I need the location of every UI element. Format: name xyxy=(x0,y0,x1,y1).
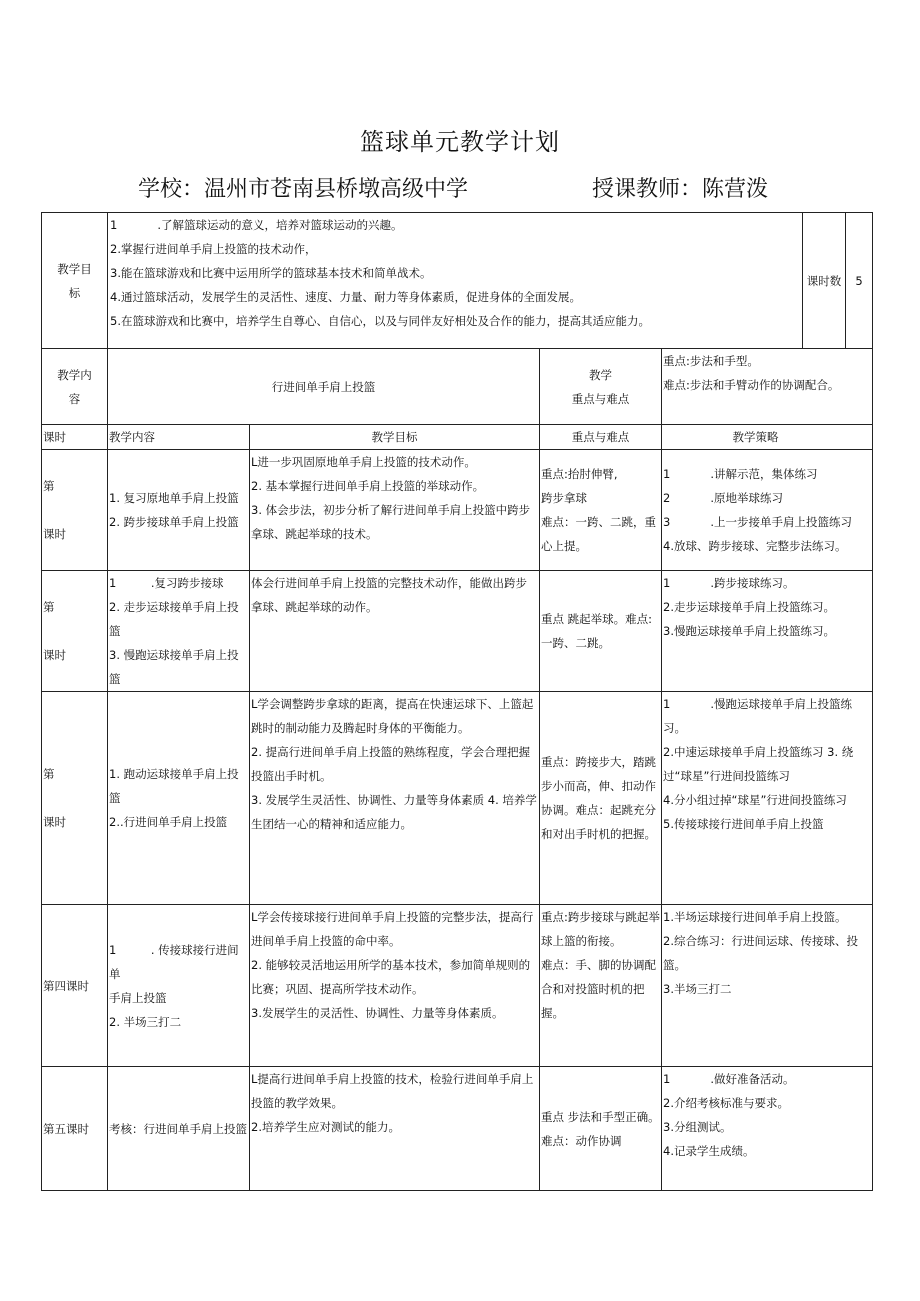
lesson-goals: L学会调整跨步拿球的距离，提高在快速运球下、上篮起跳时的制动能力及腾起时身体的平衡能力。 2. 提高行进间单手肩上投篮的熟练程度，学会合理把握投篮出手时机。 3. 发展学生灵活性、协调性、力量等身体素质 4. 培养学生团结一心的精神和适应能力。 xyxy=(250,692,540,905)
key-difficulty-label: 教学 重点与难点 xyxy=(540,349,662,425)
lesson-strategy: 1 .跨步接球练习。 2.走步运球接单手肩上投篮练习。 3.慢跑运球接单手肩上投篮练习。 xyxy=(662,571,873,692)
lesson-label: 第 课时 xyxy=(42,571,108,692)
lesson-strategy: 1 .做好准备活动。 2.介绍考核标准与要求。 3.分组测试。 4.记录学生成绩。 xyxy=(662,1067,873,1191)
lesson-row xyxy=(42,571,873,692)
header-goals: 教学目标 xyxy=(250,425,540,450)
unit-plan-table xyxy=(41,212,873,1191)
lesson-label: 第 课时 xyxy=(42,692,108,905)
content-label: 教学内 容 xyxy=(42,349,108,425)
header-lesson: 课时 xyxy=(42,425,108,450)
hours-value: 5 xyxy=(846,213,873,349)
header-content: 教学内容 xyxy=(108,425,250,450)
lesson-keypoints: 重点:抬肘伸臂, 跨步拿球 难点：一跨、二跳，重心上提。 xyxy=(540,450,662,571)
lesson-label: 第四课时 xyxy=(42,905,108,1067)
lesson-header-row xyxy=(42,425,873,450)
content-value: 行进间单手肩上投篮 xyxy=(108,349,540,425)
lesson-keypoints: 重点:跨步接球与跳起举球上篮的衔接。 难点：手、脚的协调配合和对投篮时机的把握。 xyxy=(540,905,662,1067)
lesson-row xyxy=(42,1067,873,1191)
lesson-content: 1. 复习原地单手肩上投篮 2. 跨步接球单手肩上投篮 xyxy=(108,450,250,571)
content-row xyxy=(42,349,873,425)
objective-item: 1 .了解篮球运动的意义，培养对篮球运动的兴趣。 xyxy=(110,218,403,232)
lesson-keypoints: 重点 跳起举球。难点:一跨、二跳。 xyxy=(540,571,662,692)
lesson-goals: L进一步巩固原地单手肩上投篮的技术动作。 2. 基本掌握行进间单手肩上投篮的举球动作。 3. 体会步法，初步分析了解行进间单手肩上投篮中跨步拿球、跳起举球的技术。 xyxy=(250,450,540,571)
lesson-keypoints: 重点：跨接步大，踏跳步小而高，伸、扣动作协调。难点：起跳充分和对出手时机的把握。 xyxy=(540,692,662,905)
lesson-strategy: 1 .讲解示范，集体练习 2 .原地举球练习 3 .上一步接单手肩上投篮练习 4.放球、跨步接球、完整步法练习。 xyxy=(662,450,873,571)
objective-item: 2.掌握行进间单手肩上投篮的技术动作， xyxy=(110,242,317,256)
objective-item: 4.通过篮球活动，发展学生的灵活性、速度、力量、耐力等身体素质，促进身体的全面发展。 xyxy=(110,290,581,304)
lesson-goals: 体会行进间单手肩上投篮的完整技术动作，能做出跨步拿球、跳起举球的动作。 xyxy=(250,571,540,692)
school-line: 学校：温州市苍南县桥墩高级中学 xyxy=(138,177,469,202)
lesson-row xyxy=(42,905,873,1067)
lesson-goals: L学会传接球接行进间单手肩上投篮的完整步法，提高行进间单手肩上投篮的命中率。 2. 能够较灵活地运用所学的基本技术，参加简单规则的比赛；巩固、提高所学技术动作。 3.发展学生的灵活性、协调性、力量等身体素质。 xyxy=(250,905,540,1067)
document-title: 篮球单元教学计划 xyxy=(360,128,560,156)
lesson-keypoints: 重点 步法和手型正确。 难点：动作协调 xyxy=(540,1067,662,1191)
objective-item: 5.在篮球游戏和比赛中，培养学生自尊心、自信心，以及与同伴友好相处及合作的能力，提高其适应能力。 xyxy=(110,314,650,328)
header-keypoints: 重点与难点 xyxy=(540,425,662,450)
lesson-content: 1. 跑动运球接单手肩上投篮 2..行进间单手肩上投篮 xyxy=(108,692,250,905)
lesson-label: 第五课时 xyxy=(42,1067,108,1191)
hours-label: 课时数 xyxy=(803,213,846,349)
lesson-row xyxy=(42,450,873,571)
objectives-label: 教学目 标 xyxy=(42,213,108,349)
lesson-row xyxy=(42,692,873,905)
lesson-content: 1 . 传接球接行进间单 手肩上投篮 2. 半场三打二 xyxy=(108,905,250,1067)
teacher-line: 授课教师：陈营泼 xyxy=(592,177,769,202)
objective-item: 3.能在篮球游戏和比赛中运用所学的篮球基本技术和简单战术。 xyxy=(110,266,432,280)
lesson-strategy: 1 .慢跑运球接单手肩上投篮练习。 2.中速运球接单手肩上投篮练习 3. 绕过“球星”行进间投篮练习 4.分小组过掉“球星”行进间投篮练习 5.传接球接行进间单手肩上投篮 xyxy=(662,692,873,905)
lesson-content: 1 .复习跨步接球 2. 走步运球接单手肩上投篮 3. 慢跑运球接单手肩上投篮 xyxy=(108,571,250,692)
objectives-list xyxy=(108,213,803,349)
lesson-label: 第 课时 xyxy=(42,450,108,571)
header-strategy: 教学策略 xyxy=(662,425,873,450)
lesson-goals: L提高行进间单手肩上投篮的技术，检验行进间单手肩上投篮的教学效果。 2.培养学生应对测试的能力。 xyxy=(250,1067,540,1191)
key-difficulty-value: 重点:步法和手型。 难点:步法和手臂动作的协调配合。 xyxy=(662,349,873,425)
lesson-strategy: 1.半场运球接行进间单手肩上投篮。 2.综合练习：行进间运球、传接球、投篮。 3.半场三打二 xyxy=(662,905,873,1067)
objectives-row xyxy=(42,213,873,349)
lesson-content: 考核：行进间单手肩上投篮 xyxy=(108,1067,250,1191)
